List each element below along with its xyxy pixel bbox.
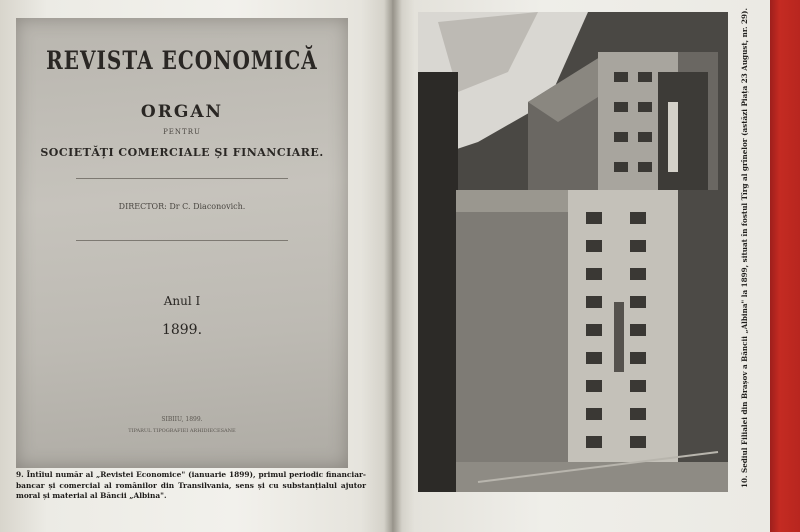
book-cover-edge [766,0,800,532]
cover-subtitle: SOCIETĂȚI COMERCIALE ȘI FINANCIARE. [40,146,324,159]
cover-pentru: PENTRU [163,128,201,136]
cover-title: REVISTA ECONOMICĂ [46,45,318,75]
cover-rule [76,240,288,241]
building-illustration [418,12,728,492]
book-gutter [384,0,402,532]
cover-organ: ORGAN [140,102,224,122]
left-page [0,0,392,532]
building-photo [418,12,728,492]
cover-rule [76,178,288,179]
caption-right: 10. Sediul Filialei din Brașov a Băncii „Albina" la 1899, situat în fostul Tîrg al grînelor (astăzi Piața 23 August, nr. 29). [740,8,749,488]
journal-cover-photo [16,18,348,468]
cover-volume: Anul I [163,294,201,308]
cover-year: 1899. [161,322,203,338]
caption-left: 9. Întîiul număr al „Revistei Economice" (ianuarie 1899), primul periodic financiar-bancar și comercial al românilor din Transilvania, sens și cu substanțialul ajutor moral și material al Băncii „Albina". [16,470,366,500]
cover-city: SIBIIU, 1899. [161,416,203,423]
cover-printer: TIPARUL TIPOGRAFIEI ARHIDIECESANE [128,428,236,434]
cover-director: DIRECTOR: Dr C. Diaconovich. [118,202,246,211]
